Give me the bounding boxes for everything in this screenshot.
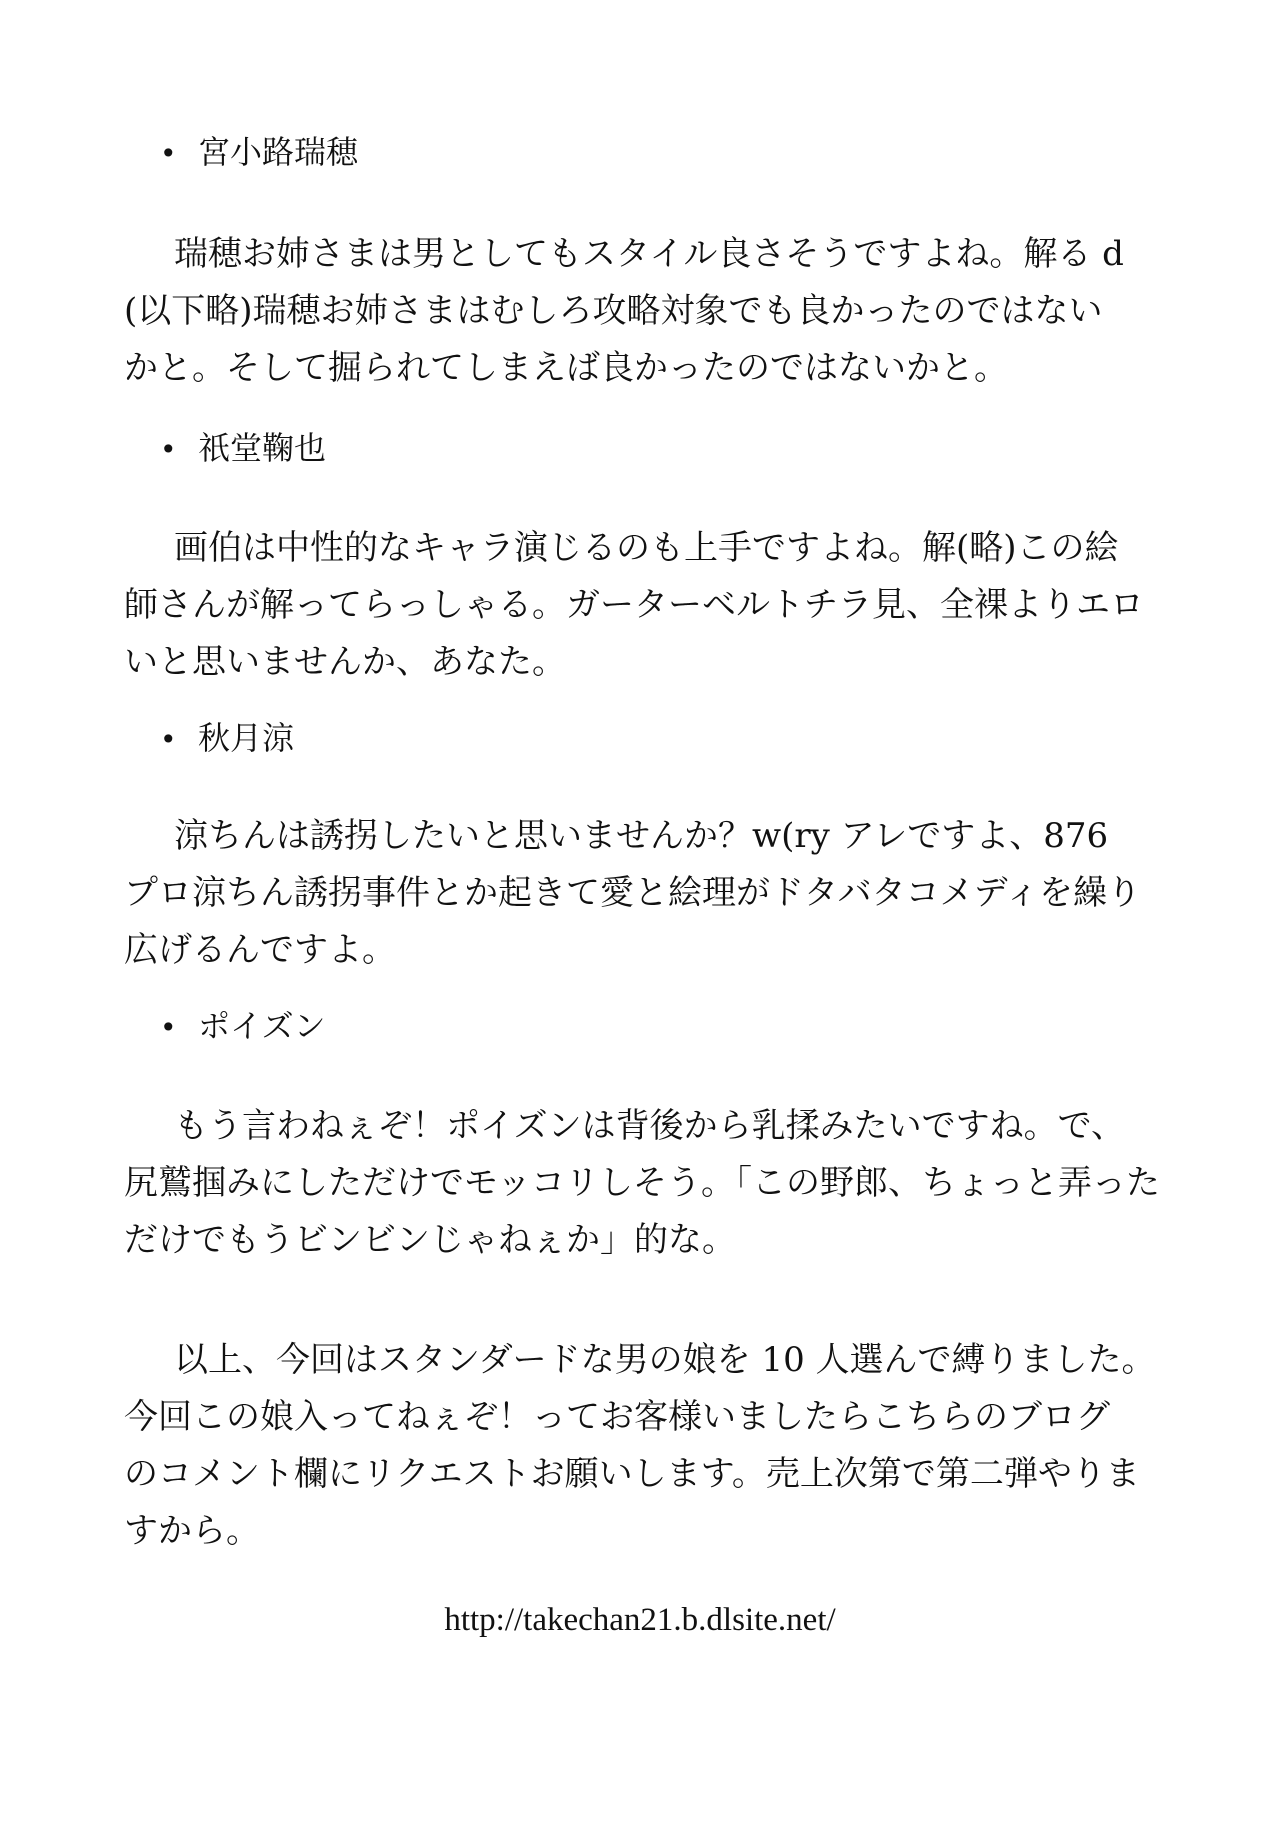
section-paragraph bbox=[124, 520, 1154, 691]
paragraph-line: すから。 bbox=[124, 1511, 260, 1551]
paragraph-line: だけでもうビンビンじゃねぇか」的な。 bbox=[124, 1220, 736, 1260]
paragraph-line: (以下略)瑞穂お姉さまはむしろ攻略対象でも良かったのではない bbox=[124, 291, 1103, 331]
heading-text: 秋月涼 bbox=[198, 719, 295, 757]
paragraph-line: いと思いませんか、あなた。 bbox=[124, 642, 566, 682]
paragraph-line: 涼ちんは誘拐したいと思いませんか？w(ry アレですよ、876 bbox=[174, 816, 1109, 856]
paragraph-line: 尻鷲掴みにしただけでモッコリしそう。「この野郎、ちょっと弄った bbox=[124, 1163, 1160, 1203]
section-heading bbox=[160, 132, 358, 174]
paragraph-line: もう言わねぇぞ！ポイズンは背後から乳揉みたいですね。で、 bbox=[174, 1106, 1125, 1146]
blog-url[interactable]: http://takechan21.b.dlsite.net/ bbox=[444, 1602, 836, 1638]
bullet-icon: • bbox=[160, 723, 177, 756]
paragraph-line: 今回この娘入ってねぇぞ！ってお客様いましたらこちらのブログ bbox=[124, 1397, 1110, 1437]
bullet-icon: • bbox=[160, 137, 177, 170]
heading-text: 宮小路瑞穂 bbox=[198, 133, 359, 171]
heading-text: 祇堂鞠也 bbox=[198, 429, 327, 467]
section-paragraph bbox=[124, 226, 1154, 397]
paragraph-line: 画伯は中性的なキャラ演じるのも上手ですよね。解(略)この絵 bbox=[174, 528, 1119, 568]
paragraph-line: 以上、今回はスタンダードな男の娘を 10 人選んで縛りました。 bbox=[174, 1340, 1156, 1380]
closing-paragraph bbox=[124, 1332, 1154, 1560]
section-heading bbox=[160, 428, 326, 470]
paragraph-line: プロ涼ちん誘拐事件とか起きて愛と絵理がドタバタコメディを繰り bbox=[124, 873, 1141, 913]
section-paragraph bbox=[124, 1098, 1160, 1269]
heading-text: ポイズン bbox=[198, 1007, 326, 1045]
section-heading bbox=[160, 718, 294, 760]
paragraph-line: かと。そして掘られてしまえば良かったのではないかと。 bbox=[124, 348, 1008, 388]
paragraph-line: 瑞穂お姉さまは男としてもスタイル良さそうですよね。解る d bbox=[174, 234, 1124, 274]
paragraph-line: のコメント欄にリクエストお願いします。売上次第で第二弾やりま bbox=[124, 1454, 1140, 1494]
section-paragraph bbox=[124, 808, 1154, 979]
paragraph-line: 広げるんですよ。 bbox=[124, 930, 396, 970]
paragraph-line: 師さんが解ってらっしゃる。ガーターベルトチラ見、全裸よりエロ bbox=[124, 585, 1144, 625]
bullet-icon: • bbox=[160, 1011, 177, 1044]
bullet-icon: • bbox=[160, 433, 177, 466]
section-heading bbox=[160, 1006, 326, 1048]
